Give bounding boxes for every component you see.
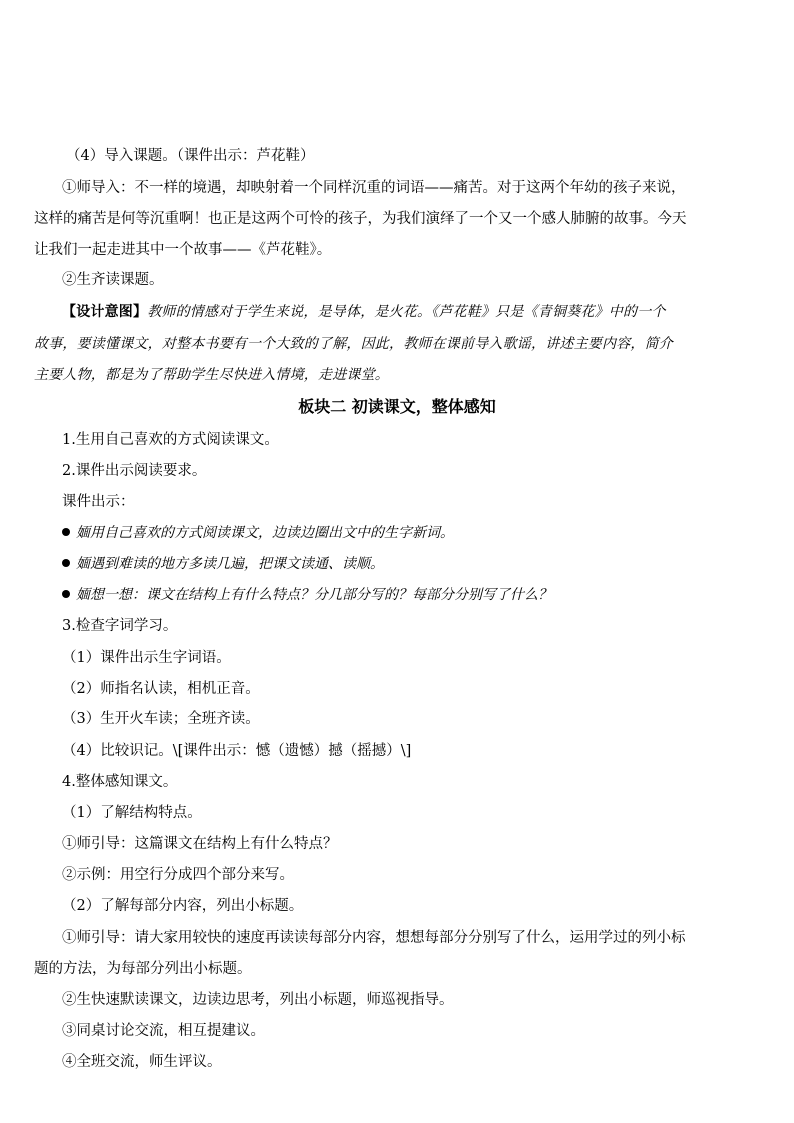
design-intent-line-3: 主要人物，都是为了帮助学生尽快进入情境，走进课堂。 <box>34 367 389 383</box>
read-title-line: ②生齐读课题。 <box>62 272 164 288</box>
bullet-dot-icon <box>62 590 70 598</box>
sub3-item: （3）生开火车读；全班齐读。 <box>62 711 260 727</box>
sub4-structure-guide: ①师引导：这篇课文在结构上有什么特点？ <box>62 836 338 852</box>
sub3-item: （4）比较识记。\[课件出示：憾（遗憾）撼（摇撼）\] <box>62 743 412 759</box>
item-4: 4.整体感知课文。 <box>62 774 178 790</box>
courseware-label: 课件出示： <box>62 494 135 510</box>
bullet-item: 媔想一想：课文在结构上有什么特点？分几部分写的？每部分分别写了什么？ <box>62 585 552 605</box>
teacher-intro-line-1: ①师导入：不一样的境遇，却映射着一个同样沉重的词语——痛苦。对于这两个年幼的孩子来说， <box>62 180 686 196</box>
bullet-dot-icon <box>62 528 70 536</box>
bullet-dot-icon <box>62 559 70 567</box>
design-intent-tag: 【设计意图】 <box>62 304 148 320</box>
sub4-content-guide-line-2: 题的方法，为每部分列出小标题。 <box>34 961 252 977</box>
sub4-content-discuss: ③同桌讨论交流，相互提建议。 <box>62 1023 265 1039</box>
design-intent-text-1: 教师的情感对于学生来说，是导体，是火花。《芦花鞋》只是《青铜葵花》中的一个 <box>147 304 666 320</box>
design-intent-line-2: 故事，要读懂课文，对整本书要有一个大致的了解，因此，教师在课前导入歌谣，讲述主要内容，简介 <box>34 336 673 352</box>
bullet-item: 媔遇到难读的地方多读几遍，把课文读通、读顺。 <box>62 554 384 574</box>
design-intent-line-1 <box>62 302 666 322</box>
sub3-item: （1）课件出示生字词语。 <box>62 650 231 666</box>
item-1: 1.生用自己喜欢的方式阅读课文。 <box>62 432 279 448</box>
step4-line: （4）导入课题。（课件出示：芦花鞋） <box>66 148 315 164</box>
item-3: 3.检查字词学习。 <box>62 618 178 634</box>
sub4-structure: （1）了解结构特点。 <box>62 805 202 821</box>
sub4-content-read: ②生快速默读课文，边读边思考，列出小标题，师巡视指导。 <box>62 992 454 1008</box>
sub4-content: （2）了解每部分内容，列出小标题。 <box>62 898 304 914</box>
sub4-content-guide-line-1: ①师引导：请大家用较快的速度再读读每部分内容，想想每部分分别写了什么，运用学过的列小标 <box>62 930 686 946</box>
sub4-structure-example: ②示例：用空行分成四个部分来写。 <box>62 867 294 883</box>
bullet-item: 媔用自己喜欢的方式阅读课文，边读边圈出文中的生字新词。 <box>62 523 454 543</box>
teacher-intro-line-3: 让我们一起走进其中一个故事——《芦花鞋》。 <box>34 242 332 258</box>
sub4-content-share: ④全班交流，师生评议。 <box>62 1054 222 1070</box>
section-title: 板块二 初读课文，整体感知 <box>298 397 496 416</box>
sub3-item: （2）师指名认读，相机正音。 <box>62 681 260 697</box>
teacher-intro-line-2: 这样的痛苦是何等沉重啊！也正是这两个可怜的孩子，为我们演绎了一个又一个感人肺腑的故事。今天 <box>34 211 687 227</box>
item-2: 2.课件出示阅读要求。 <box>62 463 207 479</box>
